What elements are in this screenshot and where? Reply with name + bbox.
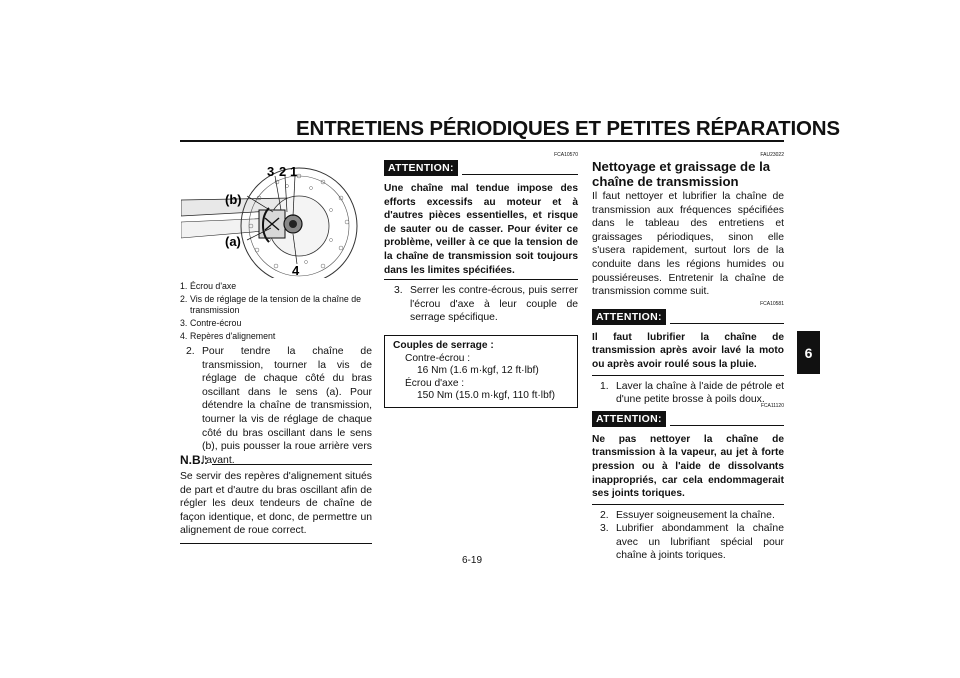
attention-text-2: Ne pas nettoyer la chaîne de transmission à la vapeur, au jet à forte pression ou à l'aide de dissolvants inappropriés, car cela endommagerait ses joints toriques. [592, 433, 784, 500]
warning-code: FCA10570 [554, 152, 578, 158]
nb-end-rule [180, 543, 372, 544]
torque-line-1: Contre-écrou : [405, 352, 471, 364]
attention-badge-2: ATTENTION: [592, 411, 666, 427]
title-rule [180, 140, 784, 142]
figure-label-3: 3 [267, 164, 275, 179]
middle-column [384, 152, 578, 408]
attention-header [384, 158, 578, 176]
section-heading: Nettoyage et graissage de la chaîne de transmission [592, 159, 771, 189]
page-title: ENTRETIENS PÉRIODIQUES ET PETITES RÉPARATIONS [296, 117, 840, 140]
figure-label-1: 1 [290, 164, 298, 179]
caption-item: 2. Vis de réglage de la tension de la chaîne de transmission [180, 294, 362, 315]
caption-item: 3. Contre-écrou [180, 318, 242, 328]
chapter-tab: 6 [797, 331, 820, 374]
warning-code-1: FCA10581 [760, 300, 784, 307]
nb-header [180, 453, 372, 467]
nb-note [180, 453, 372, 544]
torque-box [384, 335, 578, 408]
middle-step-3: 3. Serrer les contre-écrous, puis serrer l'écrou d'axe à leur couple de serrage spécifique. [394, 285, 578, 324]
page-number: 6-19 [462, 555, 483, 566]
figure-label-b: (b) [225, 192, 242, 207]
attention-text: Une chaîne mal tendue impose des efforts excessifs au moteur et à d'autres pièces essentielles, et risque de sauter ou de casser. Pour éviter ce problème, veiller à ce que la tension de la chaîne de transmission soit toujours dans les limites spécifiées. [384, 183, 578, 276]
wheel-illustration [181, 160, 371, 278]
attention-end-rule-1 [592, 375, 784, 376]
nb-text: Se servir des repères d'alignement situés de part et d'autre du bras oscillant afin de régler les deux tendeurs de chaîne de façon identique, et donc, de permettre un alignement de roue correct. [180, 471, 372, 537]
right-step-1: 1. Laver la chaîne à l'aide de pétrole et d'une petite brosse à poils doux. [600, 380, 784, 406]
right-step-3: 3. Lubrifier abondamment la chaîne avec un lubrifiant spécial pour chaîne à joints toriques. [600, 523, 784, 562]
attention-rule [462, 174, 578, 175]
nb-rule [212, 464, 372, 465]
attention-end-rule-2 [592, 504, 784, 505]
attention-badge: ATTENTION: [384, 160, 458, 176]
figure-label-2: 2 [279, 164, 287, 179]
warning-code-2: FCA11120 [760, 402, 784, 409]
caption-item: 4. Repères d'alignement [180, 331, 276, 341]
attention-badge-1: ATTENTION: [592, 309, 666, 325]
section-intro: Il faut nettoyer et lubrifier la chaîne de transmission aux fréquences spécifiées dans le tableau des entretiens et graissages périodiques, sinon elle s'usera rapidement, surtout lors de la conduite dans les régions humides ou poussiéreuses. Entretenir la chaîne de transmission comme suit. [592, 191, 784, 298]
attention-end-rule [384, 279, 578, 280]
figure-label-a: (a) [225, 234, 241, 249]
torque-title: Couples de serrage : [393, 339, 494, 351]
nb-label: N.B.: [180, 453, 208, 467]
wheel-figure [181, 160, 371, 278]
attention-rule-2 [670, 425, 784, 426]
torque-line-4: 150 Nm (15.0 m·kgf, 110 ft·lbf) [417, 390, 555, 402]
attention-text-1: Il faut lubrifier la chaîne de transmission après avoir lavé la moto ou après avoir roulé sous la pluie. [592, 331, 784, 370]
figure-captions [180, 281, 372, 342]
left-step-2: 2. Pour tendre la chaîne de transmission, tourner la vis de réglage de chaque côté du bras oscillant dans le sens (a). Pour détendre la chaîne de transmission, tourner la vis de réglage de chaque côté du bras oscillant dans le sens (b), puis pousser la roue arrière vers l'avant. [186, 346, 372, 466]
right-step-2: 2. Essuyer soigneusement la chaîne. [600, 509, 775, 521]
attention-rule-1 [670, 323, 784, 324]
caption-item: 1. Écrou d'axe [180, 281, 237, 291]
right-column [592, 152, 784, 563]
figure-label-4: 4 [292, 263, 300, 278]
attention-header-1 [592, 307, 784, 325]
torque-line-3: Écrou d'axe : [405, 377, 465, 389]
section-code: FAU23022 [760, 152, 784, 158]
attention-header-2 [592, 409, 784, 427]
torque-line-2: 16 Nm (1.6 m·kgf, 12 ft·lbf) [417, 365, 539, 377]
